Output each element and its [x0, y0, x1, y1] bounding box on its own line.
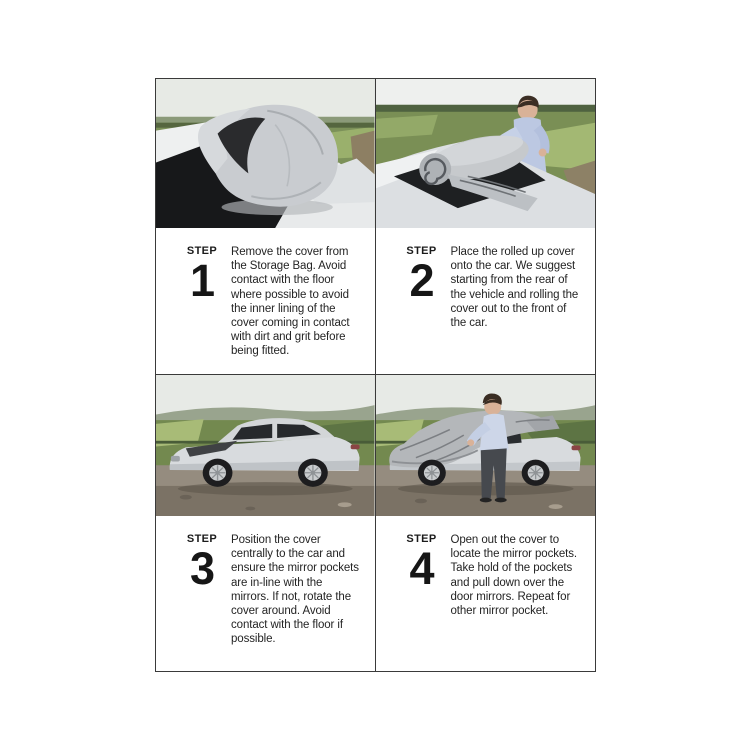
step-1-photo-cover-in-storage-bag — [156, 79, 375, 228]
step-number: 1 — [189, 255, 215, 306]
step-3-panel — [156, 375, 376, 671]
step-instruction: Place the rolled up cover onto the car. We suggest starting from the rear of the vehicle and rolling the cover out to the front of the car. — [450, 246, 579, 330]
step-1-text-block — [156, 228, 375, 374]
step-1-panel — [156, 79, 376, 375]
step-4-text-block — [376, 516, 596, 671]
step-instruction: Open out the cover to locate the mirror pockets. Take hold of the pockets and pull down over the door mirrors. Repeat for other mirror pocket. — [450, 534, 578, 618]
step-instruction: Remove the cover from the Storage Bag. Avoid contact with the floor where possible to avoid the inner lining of the cover coming in contact with dirt and grit before being fitted. — [231, 246, 350, 358]
step-3-text-block — [156, 516, 375, 671]
step-4-photo-fitting-cover-mirror-pockets — [376, 375, 596, 516]
step-2-badge — [404, 245, 440, 306]
step-1-badge — [184, 245, 220, 306]
step-number: 4 — [409, 543, 434, 594]
step-4-panel — [376, 375, 596, 671]
step-number: 3 — [189, 543, 215, 594]
step-2-text-block — [376, 228, 596, 374]
step-label: STEP — [186, 245, 218, 257]
step-label: STEP — [186, 533, 218, 545]
step-2-photo-rolled-cover-on-car — [376, 79, 596, 228]
step-3-badge — [184, 533, 220, 594]
step-label: STEP — [406, 245, 437, 257]
step-label: STEP — [406, 533, 437, 545]
instruction-grid — [155, 78, 596, 672]
step-instruction: Position the cover centrally to the car and ensure the mirror pockets are in-line with the mirrors. If not, rotate the cover around. Avoid contact with the floor if possible. — [231, 534, 359, 646]
step-3-photo-uncovered-car-side — [156, 375, 375, 516]
step-4-badge — [404, 533, 440, 594]
step-2-panel — [376, 79, 596, 375]
step-number: 2 — [409, 255, 434, 306]
